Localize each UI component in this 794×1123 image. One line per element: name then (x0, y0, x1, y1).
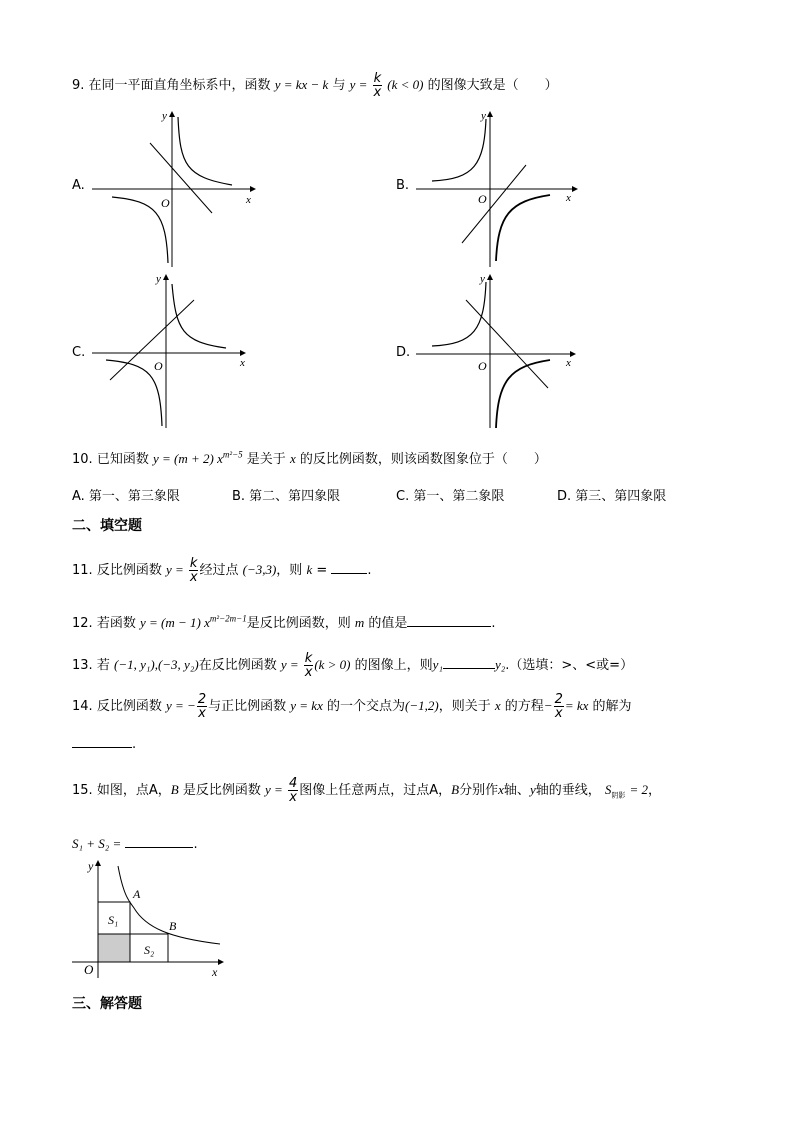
graph-a-x-label: x (246, 194, 251, 206)
q13-text-a: 若 (96, 658, 110, 673)
q14-text-c: 的一个交点为 (326, 699, 405, 714)
q12-number: 12. (72, 616, 93, 631)
q9-formula-2-lhs: y = (349, 77, 368, 92)
q15-text-c: 图像上任意两点，过点 (299, 783, 430, 798)
q15-end: . (193, 837, 198, 852)
q9-formula-1: y = kx − k (274, 77, 329, 92)
q9-option-d-label: D. (396, 345, 411, 360)
q13-y1: y₁ (432, 657, 443, 672)
q15-number: 15. (72, 783, 93, 798)
q15-x: x (498, 782, 504, 797)
q10-option-d[interactable]: D. 第三、第四象限 (557, 489, 667, 504)
q14-x: x (494, 698, 501, 713)
q9-number: 9. (72, 78, 85, 93)
graph-b-x-label: x (566, 192, 571, 204)
q15-fig-x-label: x (212, 965, 218, 979)
q11-number: 11. (72, 563, 93, 578)
q10-exponent: m²−5 (222, 449, 243, 460)
q12-answer-blank[interactable] (407, 612, 491, 627)
q10-text-b: 是关于 (246, 452, 286, 467)
q9-graph-a (90, 105, 260, 270)
q12-stem (72, 612, 496, 631)
q9-condition: (k < 0) (387, 77, 424, 92)
q15-text-g: ， (648, 783, 662, 798)
q14-eq-lhs: − (543, 698, 553, 713)
q15-fig-s1: S₁ (108, 913, 119, 927)
q12-m: m (354, 615, 365, 630)
q14-eq-rhs: = kx (564, 698, 589, 713)
q15-stem (72, 777, 661, 804)
q15-lhs: y = (265, 782, 283, 797)
q11-eq: = (316, 563, 328, 578)
q13-lhs: y = (280, 657, 299, 672)
q14-formula-2: y = kx (290, 698, 323, 713)
q13-text-b: 在反比例函数 (198, 658, 277, 673)
q10-text-c: 的反比例函数，则该函数图象位于（ ） (299, 452, 547, 467)
q15-fraction: $\frac{4}{x}$ (288, 776, 298, 805)
q14-end: . (132, 737, 137, 752)
q15-figure (70, 858, 230, 980)
q15-sum: S₁ + S₂ = (72, 836, 122, 851)
q14-answer-blank[interactable] (72, 733, 132, 748)
q11-lhs: y = (165, 562, 184, 577)
q14-number: 14. (72, 699, 93, 714)
q14-text-f: 的解为 (592, 699, 632, 714)
graph-d-origin: O (478, 359, 487, 373)
q9-fraction: $\frac{k}{x}$ (373, 71, 382, 100)
graph-a-origin: O (161, 196, 170, 210)
q14-eq-fraction: $\frac{2}{x}$ (554, 692, 563, 721)
q15-text-b: 是反比例函数 (182, 783, 261, 798)
q9-option-b-label: B. (396, 178, 410, 193)
graph-c-y-label: y (156, 273, 161, 285)
q10-option-a[interactable]: A. 第一、第三象限 (72, 489, 180, 504)
graph-c-origin: O (154, 359, 163, 373)
q15-text-f: 轴的垂线， (535, 783, 601, 798)
q14-text-d: ，则关于 (438, 699, 491, 714)
section-solve-title: 三、解答题 (72, 996, 142, 1012)
q13-condition: (k > 0) (314, 657, 351, 672)
q12-text-b: 是反比例函数，则 (246, 616, 351, 631)
q12-end: . (491, 616, 496, 631)
graph-d-x-label: x (566, 357, 571, 369)
q13-text-c: 的图像上，则 (354, 658, 433, 673)
q9-option-c-label: C. (72, 345, 86, 360)
q15-comma: ， (157, 783, 171, 798)
q13-stem (72, 652, 633, 679)
graph-a-y-label: y (162, 110, 167, 122)
q13-number: 13. (72, 658, 93, 673)
q11-fraction: $\frac{k}{x}$ (189, 556, 198, 585)
q13-points: (−1, y₁),(−3, y₂) (113, 657, 199, 672)
q11-point: (−3,3) (242, 562, 277, 577)
q10-option-b[interactable]: B. 第二、第四象限 (232, 489, 341, 504)
q15-text-e: 轴、 (503, 783, 530, 798)
q15-fig-s2: S₂ (144, 943, 155, 957)
q10-stem (72, 448, 547, 467)
q14-stem (72, 693, 632, 720)
q15-answer-line (72, 833, 198, 852)
q9-stem (72, 72, 558, 99)
q15-fig-point-a: A (133, 887, 141, 901)
q15-answer-blank[interactable] (125, 833, 193, 848)
q14-text-e: 的方程 (504, 699, 544, 714)
q13-text-d: .（选填：>、<或=） (505, 658, 634, 673)
q15-point-a-2: A (429, 783, 439, 798)
q14-text-a: 反比例函数 (96, 699, 162, 714)
q15-text-d: 分别作 (459, 783, 499, 798)
graph-b-origin: O (478, 192, 487, 206)
q12-formula: y = (m − 1) x (139, 615, 210, 630)
q12-text-c: 的值是 (368, 616, 408, 631)
q14-fraction: $\frac{2}{x}$ (197, 692, 207, 721)
q15-s-value: = 2 (629, 782, 649, 797)
q15-point-a: A (148, 783, 158, 798)
section-fill-in-blank-title: 二、填空题 (72, 518, 142, 534)
q9-graph-d (414, 270, 584, 430)
q10-var: x (289, 451, 296, 466)
graph-d-y-label: y (480, 273, 485, 285)
q11-text-c: ，则 (276, 563, 303, 578)
q15-s-shadow-sub: 阴影 (611, 791, 626, 800)
q15-text-a: 如图，点 (96, 783, 149, 798)
q9-text-a: 在同一平面直角坐标系中，函数 (88, 78, 271, 93)
q15-comma-2: ， (438, 783, 452, 798)
q9-text-b: 与 (332, 78, 346, 93)
q10-option-c[interactable]: C. 第一、第二象限 (396, 489, 505, 504)
q15-fig-origin: O (84, 962, 94, 977)
q14-text-b: 与正比例函数 (208, 699, 287, 714)
q14-answer-line (72, 733, 136, 752)
graph-b-y-label: y (481, 110, 486, 122)
q15-point-b-2: B (451, 782, 460, 797)
q11-end: . (367, 563, 372, 578)
q14-lhs: y = − (165, 698, 196, 713)
q9-graph-b (414, 105, 584, 270)
q13-answer-blank[interactable] (443, 654, 495, 669)
q10-formula: y = (m + 2) x (152, 451, 223, 466)
q15-s-shadow: S (604, 782, 612, 797)
q10-text-a: 已知函数 (96, 452, 149, 467)
q11-k: k (306, 562, 313, 577)
q13-fraction: $\frac{k}{x}$ (304, 651, 313, 680)
q10-number: 10. (72, 452, 93, 467)
q12-text-a: 若函数 (96, 616, 136, 631)
graph-c-x-label: x (240, 357, 245, 369)
q11-stem (72, 557, 372, 584)
q15-y: y (529, 782, 536, 797)
q11-answer-blank[interactable] (331, 559, 367, 574)
q12-exponent: m²−2m−1 (209, 613, 247, 624)
q9-option-a-label: A. (72, 178, 85, 193)
q14-point: (−1,2) (405, 698, 439, 713)
q15-fig-y-label: y (88, 859, 94, 873)
q11-text-a: 反比例函数 (96, 563, 162, 578)
q15-fig-point-b: B (169, 919, 177, 933)
q9-graph-c (90, 270, 260, 430)
q15-point-b: B (170, 782, 179, 797)
q11-text-b: 经过点 (199, 563, 239, 578)
q9-text-c: 的图像大致是（ ） (427, 78, 558, 93)
q13-y2: y₂ (494, 657, 506, 672)
